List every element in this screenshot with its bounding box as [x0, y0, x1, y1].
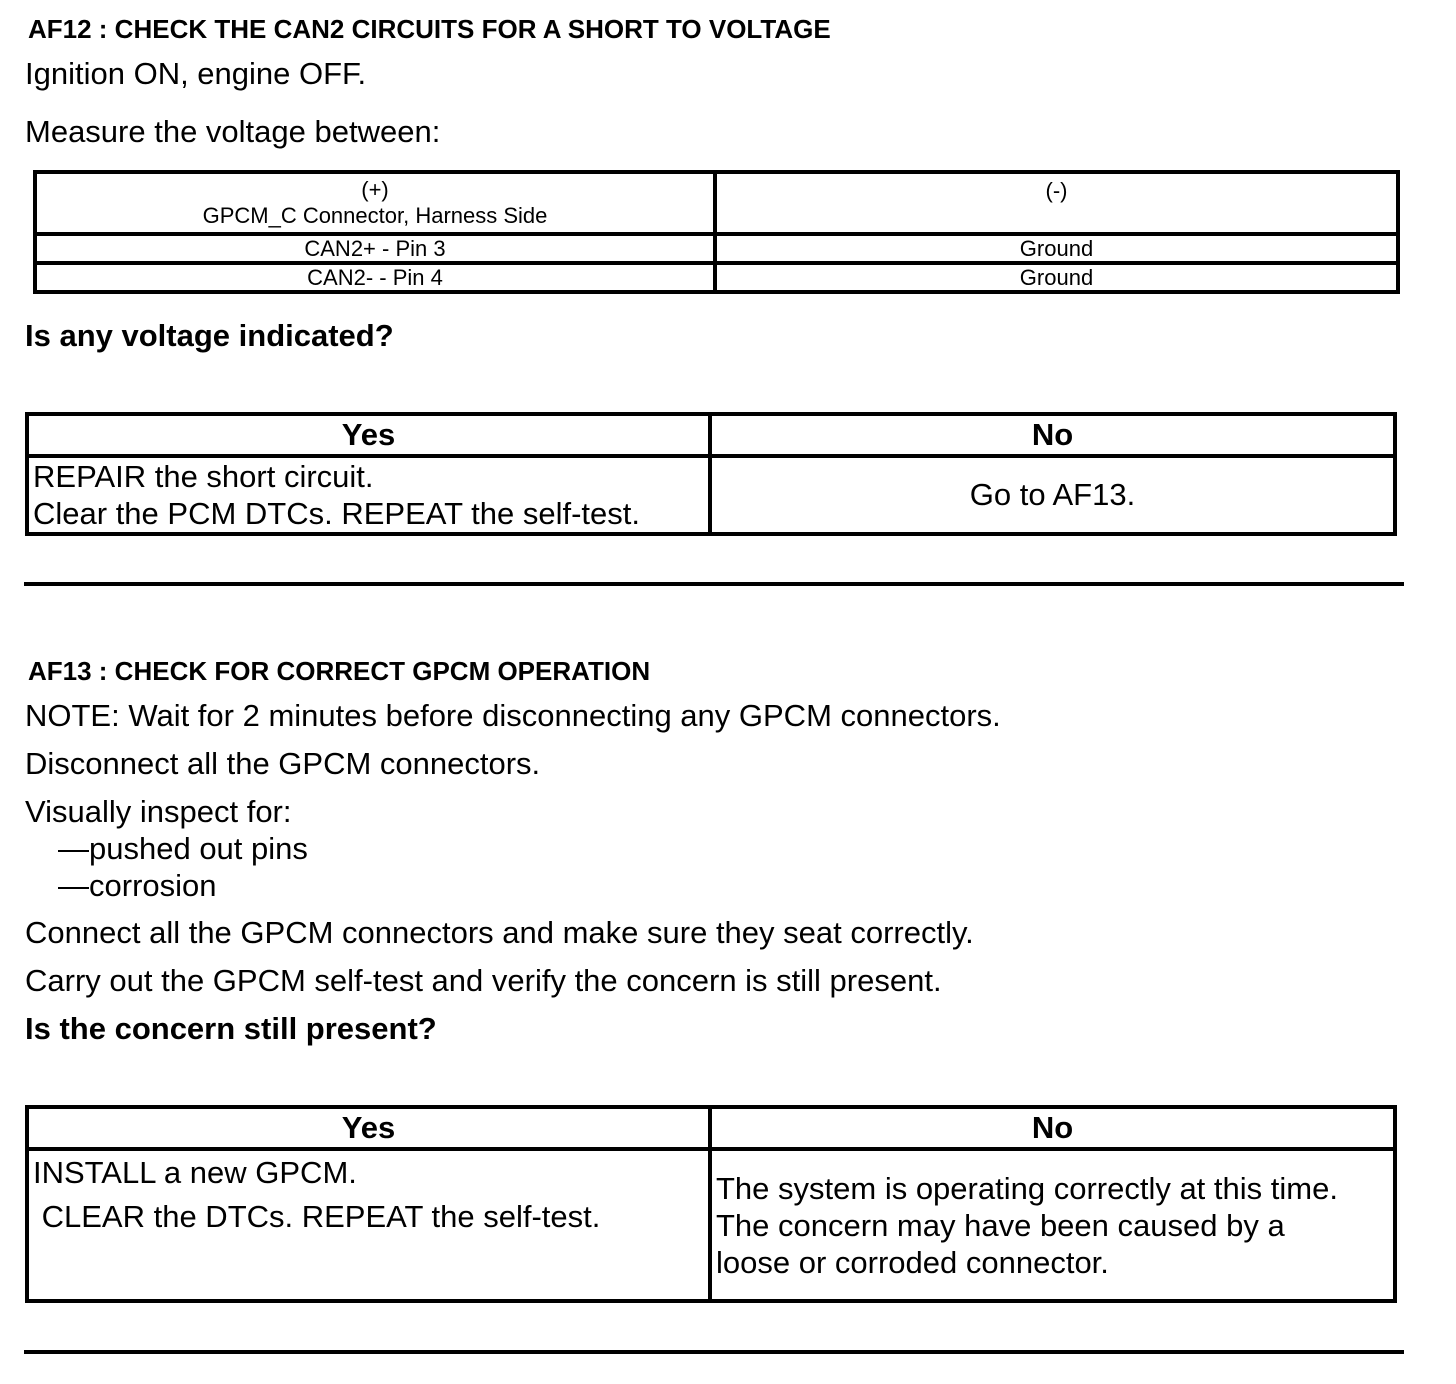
table-row	[35, 263, 1398, 292]
af13-step-inspect: Visually inspect for:	[25, 794, 292, 829]
yes-action-cell	[27, 1149, 710, 1301]
af12-step-ignition: Ignition ON, engine OFF.	[25, 56, 367, 91]
minus-cell: Ground	[715, 234, 1398, 263]
no-action-line: The concern may have been caused by a	[716, 1207, 1285, 1243]
yes-action-line: Clear the PCM DTCs. REPEAT the self-test.	[33, 496, 640, 531]
table-row	[35, 234, 1398, 263]
plus-header-cell	[35, 172, 715, 234]
voltage-measurement-table	[33, 170, 1400, 294]
yes-action-line: CLEAR the DTCs. REPEAT the self-test.	[33, 1199, 601, 1234]
no-action-cell: Go to AF13.	[710, 456, 1395, 534]
no-header: No	[710, 1107, 1395, 1149]
yes-header: Yes	[27, 414, 710, 456]
af13-decision-table	[25, 1105, 1397, 1303]
yes-action-cell	[27, 456, 710, 534]
af12-step-measure: Measure the voltage between:	[25, 114, 441, 149]
inspect-item: —corrosion	[58, 868, 217, 903]
section-divider	[24, 582, 1404, 586]
af13-heading: AF13 : CHECK FOR CORRECT GPCM OPERATION	[28, 656, 651, 686]
plus-cell: CAN2- - Pin 4	[35, 263, 715, 292]
minus-header: (-)	[715, 172, 1398, 234]
yes-action-line: REPAIR the short circuit.	[33, 459, 374, 494]
section-divider	[24, 1350, 1404, 1354]
af13-step-connect: Connect all the GPCM connectors and make sure they seat correctly.	[25, 915, 974, 950]
minus-cell: Ground	[715, 263, 1398, 292]
yes-header: Yes	[27, 1107, 710, 1149]
plus-cell: CAN2+ - Pin 3	[35, 234, 715, 263]
af12-heading: AF12 : CHECK THE CAN2 CIRCUITS FOR A SHORT TO VOLTAGE	[28, 14, 831, 44]
inspect-item: —pushed out pins	[58, 831, 308, 866]
yes-action-line: INSTALL a new GPCM.	[33, 1155, 357, 1190]
plus-subheader: GPCM_C Connector, Harness Side	[202, 203, 548, 228]
no-action-line: loose or corroded connector.	[716, 1244, 1109, 1280]
af13-step-self-test: Carry out the GPCM self-test and verify the concern is still present.	[25, 963, 942, 998]
af12-question: Is any voltage indicated?	[25, 318, 394, 353]
no-header: No	[710, 414, 1395, 456]
plus-header: (+)	[361, 177, 389, 202]
af12-decision-table	[25, 412, 1397, 536]
no-action-cell	[710, 1149, 1395, 1301]
af13-note: NOTE: Wait for 2 minutes before disconnecting any GPCM connectors.	[25, 698, 1001, 733]
af13-step-disconnect: Disconnect all the GPCM connectors.	[25, 746, 541, 781]
no-action-line: The system is operating correctly at this time.	[716, 1170, 1338, 1206]
af13-question: Is the concern still present?	[25, 1011, 437, 1046]
